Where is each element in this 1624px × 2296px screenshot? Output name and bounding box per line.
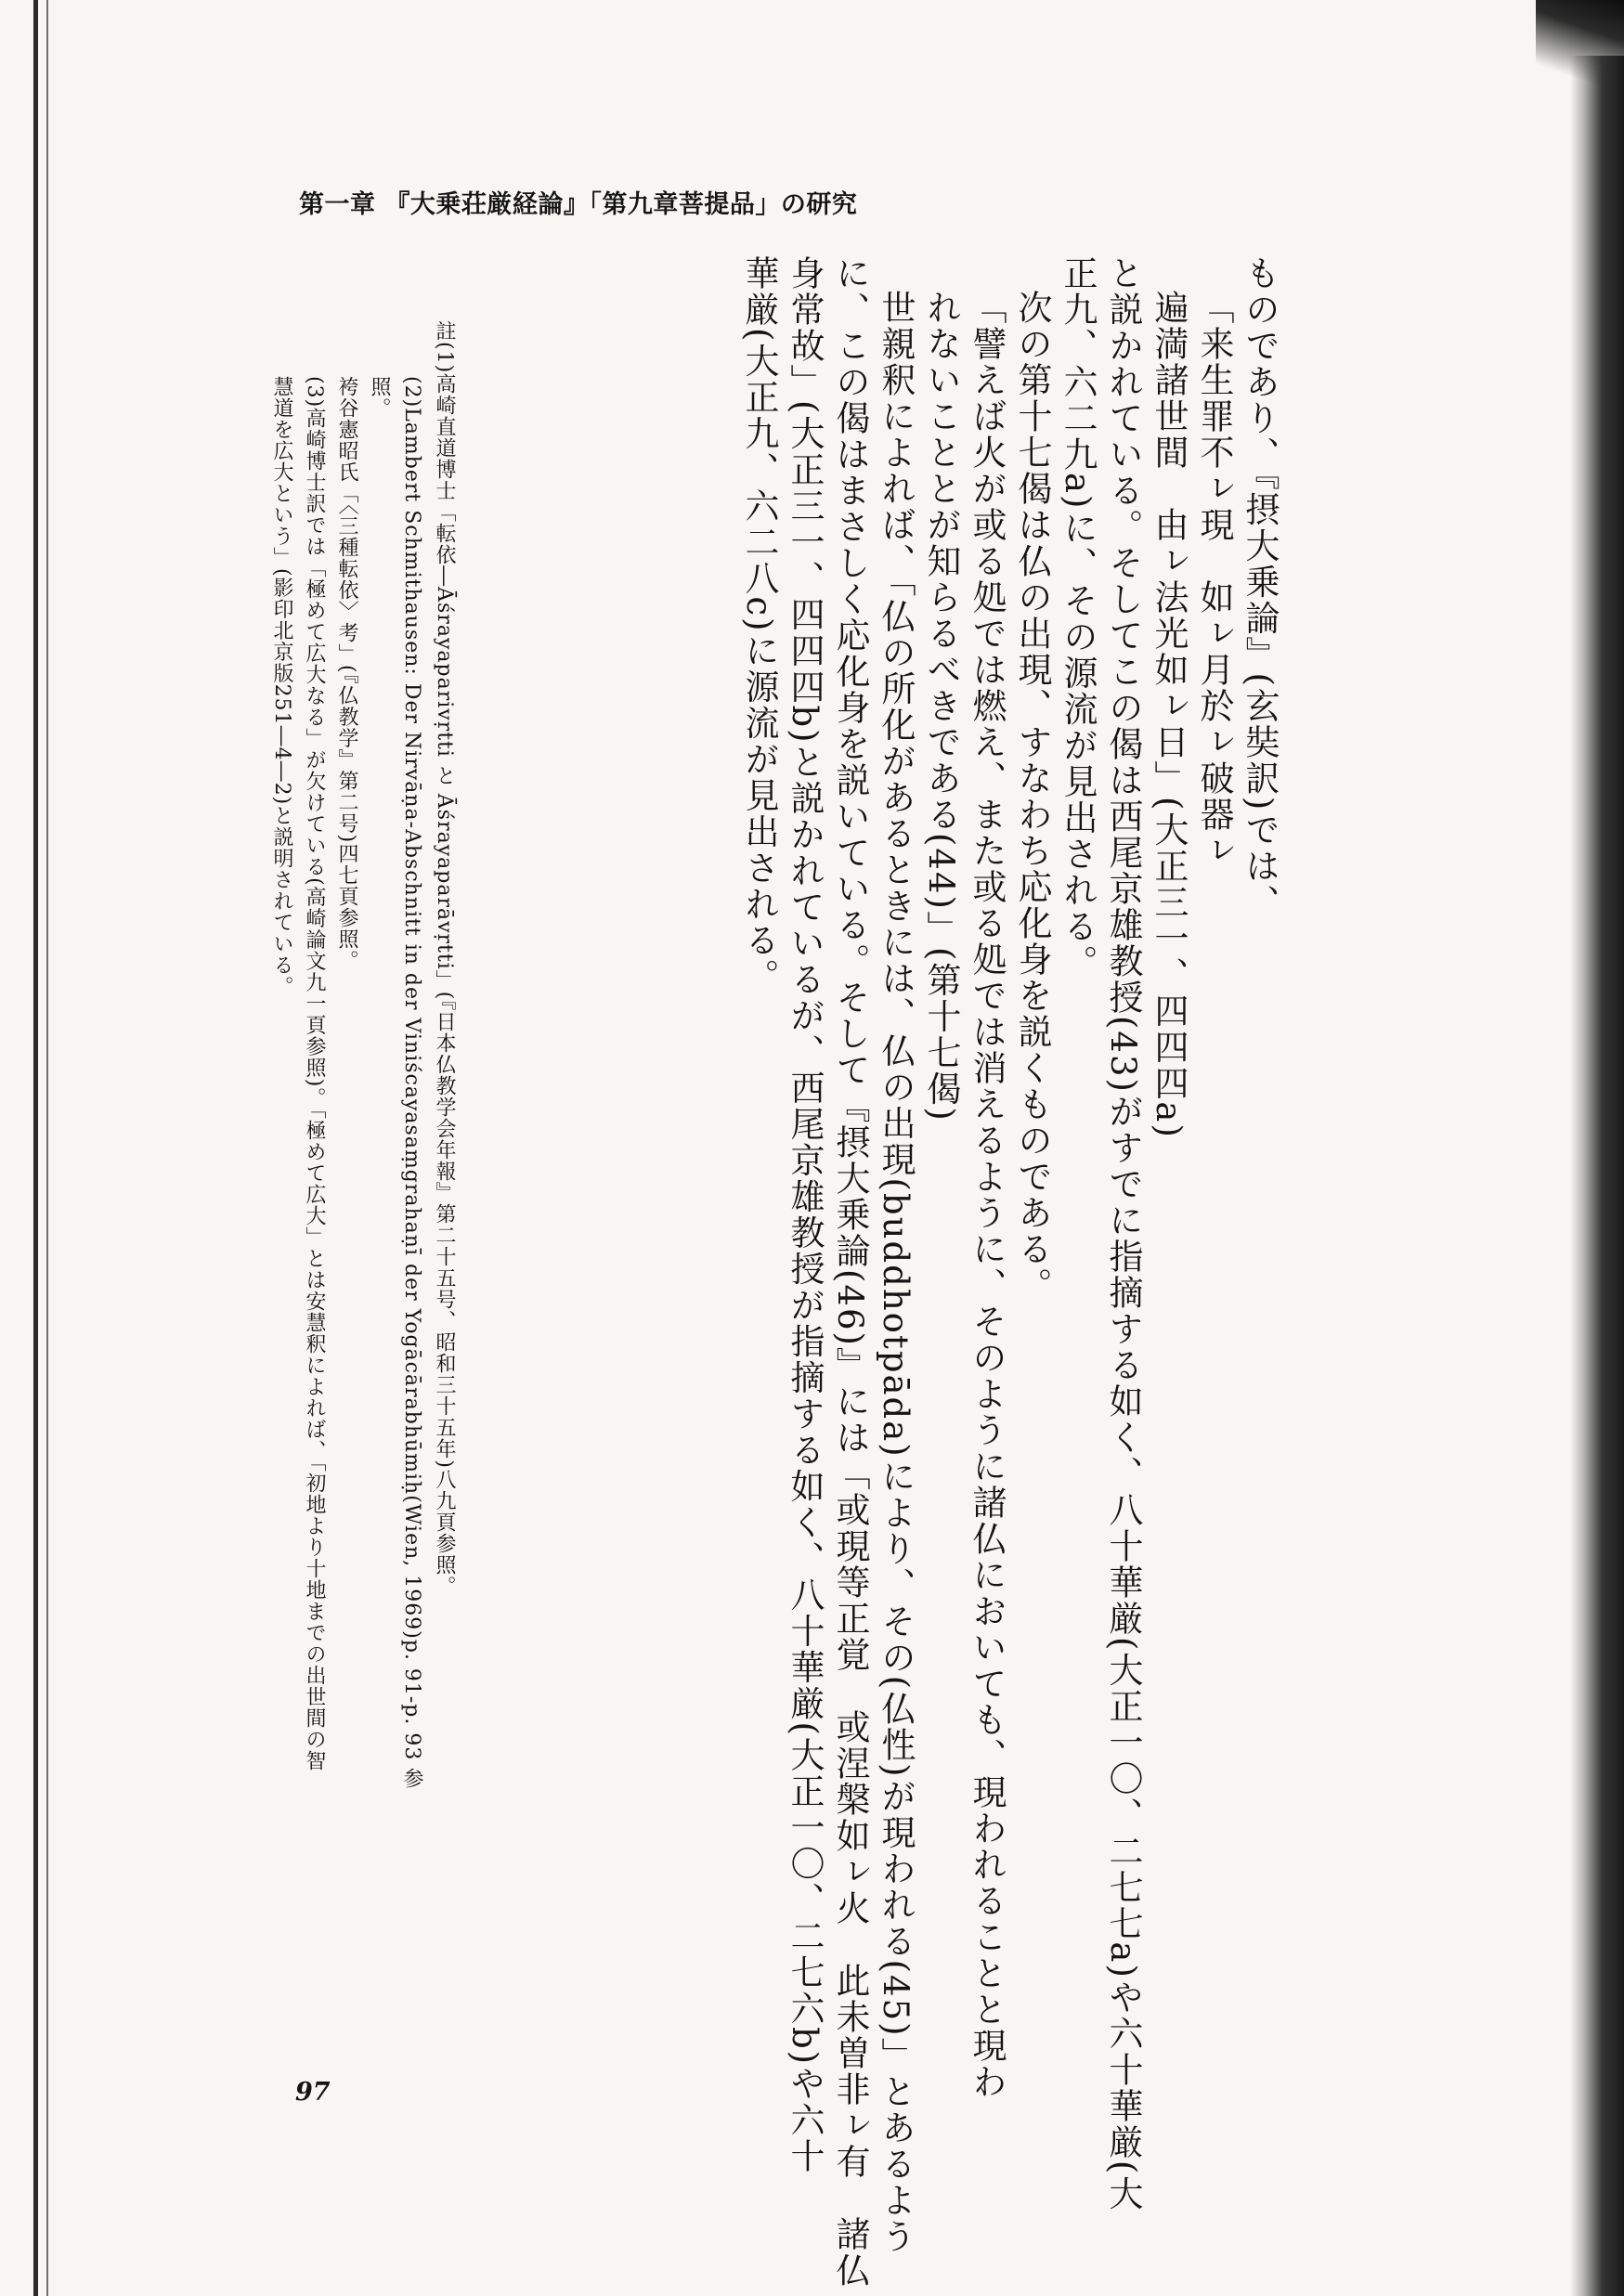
footnotes	[266, 320, 461, 2075]
body-line: 正九、六二九a)に、その源流が見出される。	[1058, 255, 1098, 981]
body-line: 身常故」(大正三一、四四四b)と説かれているが、西尾京雄教授が指摘する如く、八十華厳(大正一〇、二七六b)や六十	[785, 255, 825, 2175]
body-line: 華厳(大正九、六二八c)に源流が見出される。	[739, 255, 779, 995]
body-line: ものであり、『摂大乗論』(玄奘訳)では、	[1240, 255, 1280, 921]
body-line: 世親釈によれば、「仏の所化があるときには、仏の出現(buddhotpāda)により、その(仏性)が現われる(45)」とあるよう	[876, 290, 916, 2255]
body-line-quote: 「来生罪不ㇾ現 如ㇾ月於ㇾ破器ㇾ	[1194, 290, 1234, 869]
footnote-line: 照。	[368, 376, 391, 419]
body-line: 「譬えば火が或る処では燃え、また或る処では消えるように、そのように諸仏においても、現われることと現わ	[967, 290, 1007, 2100]
body-line: に、この偈はまさしく応化身を説いている。そして『摂大乗論(46)』には「或現等正覚 或涅槃如ㇾ火 此未曽非ㇾ有 諸仏	[830, 255, 870, 2289]
body-line: 次の第十七偈は仏の出現、すなわち応化身を説くものである。	[1012, 290, 1052, 1304]
binding-edge-line	[33, 0, 38, 2296]
scan-edge-shadow	[1570, 56, 1624, 2296]
body-line: と説かれている。そしてこの偈は西尾京雄教授(43)がすでに指摘する如く、八十華厳(大正一〇、二七七a)や六十華厳(大	[1103, 255, 1143, 2212]
footnote-line: (2)Lambert Schmithausen: Der Nirvāṇa-Abschnitt in der Viniścayasaṃgrahaṇī der Yogācārabhūmiḥ(Wien, 1969)p. 91-p. 93 参	[400, 376, 423, 1790]
body-line: れないこととが知らるべきである(44)」(第十七偈)	[921, 290, 961, 1122]
body-line-quote: 遍満諸世間 由ㇾ法光如ㇾ日」(大正三一、四四四a)	[1149, 290, 1189, 1139]
binding-edge-line-secondary	[46, 0, 48, 2296]
body-text	[736, 255, 1282, 2289]
page-number: 97	[295, 2078, 331, 2107]
footnote-line: 袴谷憲昭氏「〈三種転依〉考」(『仏教学』第二号)四七頁参照。	[335, 376, 358, 972]
footnote-line: 慧道を広大という」(影印北京版251―4―2)と説明されている。	[270, 376, 293, 998]
footnote-line: 註(1)高崎直道博士「転依―Āśrayaparivṛtti と Āśrayaparāvṛtti」(『日本仏教学会年報』第二十五号、昭和三十五年)八九頁参照。	[433, 320, 456, 1597]
running-header: 第一章 『大乗荘厳経論』「第九章菩提品」の研究	[299, 190, 858, 219]
footnote-line: (3)高崎博士訳では「極めて広大なる」が欠けている(高崎論文九一頁参照)。「極めて広大」とは安慧釈によれば、「初地より十地までの出世間の智	[303, 376, 326, 1772]
